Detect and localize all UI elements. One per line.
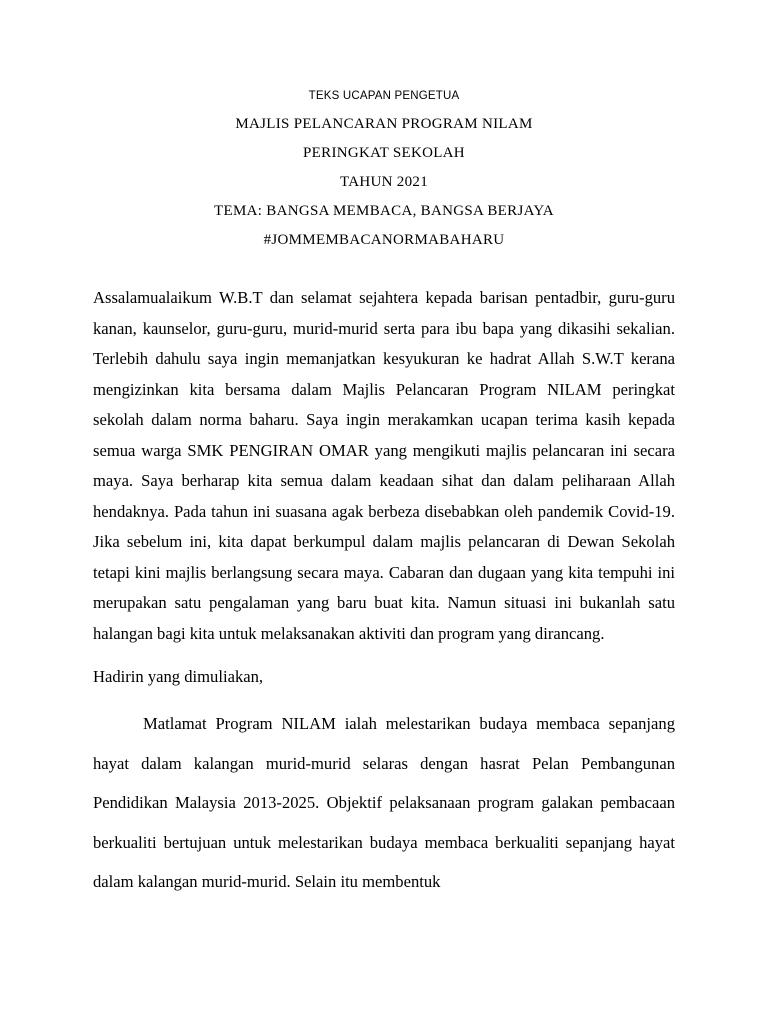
salutation-line: Hadirin yang dimuliakan, — [93, 667, 264, 686]
event-theme: TEMA: BANGSA MEMBACA, BANGSA BERJAYA — [214, 203, 554, 219]
nilam-objective-paragraph: Matlamat Program NILAM ialah melestarikan budaya membaca sepanjang hayat dalam kalangan murid-murid selaras dengan hasrat Pelan Pembangunan Pendidikan Malaysia 2013-2025. Objektif pelaksanaan program galakan pembacaan berkualiti bertujuan untuk melestarikan budaya membaca berkualiti sepanjang hayat dalam kalangan murid-murid. Selain itu membentuk — [93, 714, 675, 891]
opening-paragraph: Assalamualaikum W.B.T dan selamat sejahtera kepada barisan pentadbir, guru-guru kanan, kaunselor, guru-guru, murid-murid serta para ibu bapa yang dikasihi sekalian. Terlebih dahulu saya ingin memanjatkan kesyukuran ke hadrat Allah S.W.T kerana mengizinkan kita bersama dalam Majlis Pelancaran Program NILAM peringkat sekolah dalam norma baharu. Saya ingin merakamkan ucapan terima kasih kepada semua warga SMK PENGIRAN OMAR yang mengikuti majlis pelancaran ini secara maya. Saya berharap kita semua dalam keadaan sihat dan dalam peliharaan Allah hendaknya. Pada tahun ini suasana agak berbeza disebabkan oleh pandemik Covid-19. Jika sebelum ini, kita dapat berkumpul dalam majlis pelancaran di Dewan Sekolah tetapi kini majlis berlangsung secara maya. Cabaran dan dugaan yang kita tempuhi ini merupakan satu pengalaman yang baru buat kita. Namun situasi ini bukanlah satu halangan bagi kita untuk melaksanakan aktiviti dan program yang dirancang. — [93, 288, 675, 643]
speech-body — [93, 283, 675, 902]
event-level: PERINGKAT SEKOLAH — [303, 145, 465, 161]
event-hashtag: #JOMMEMBACANORMABAHARU — [263, 232, 505, 248]
document-label: TEKS UCAPAN PENGETUA — [308, 90, 460, 102]
speech-heading — [0, 88, 768, 255]
event-title: MAJLIS PELANCARAN PROGRAM NILAM — [235, 116, 533, 132]
event-year: TAHUN 2021 — [339, 174, 429, 190]
